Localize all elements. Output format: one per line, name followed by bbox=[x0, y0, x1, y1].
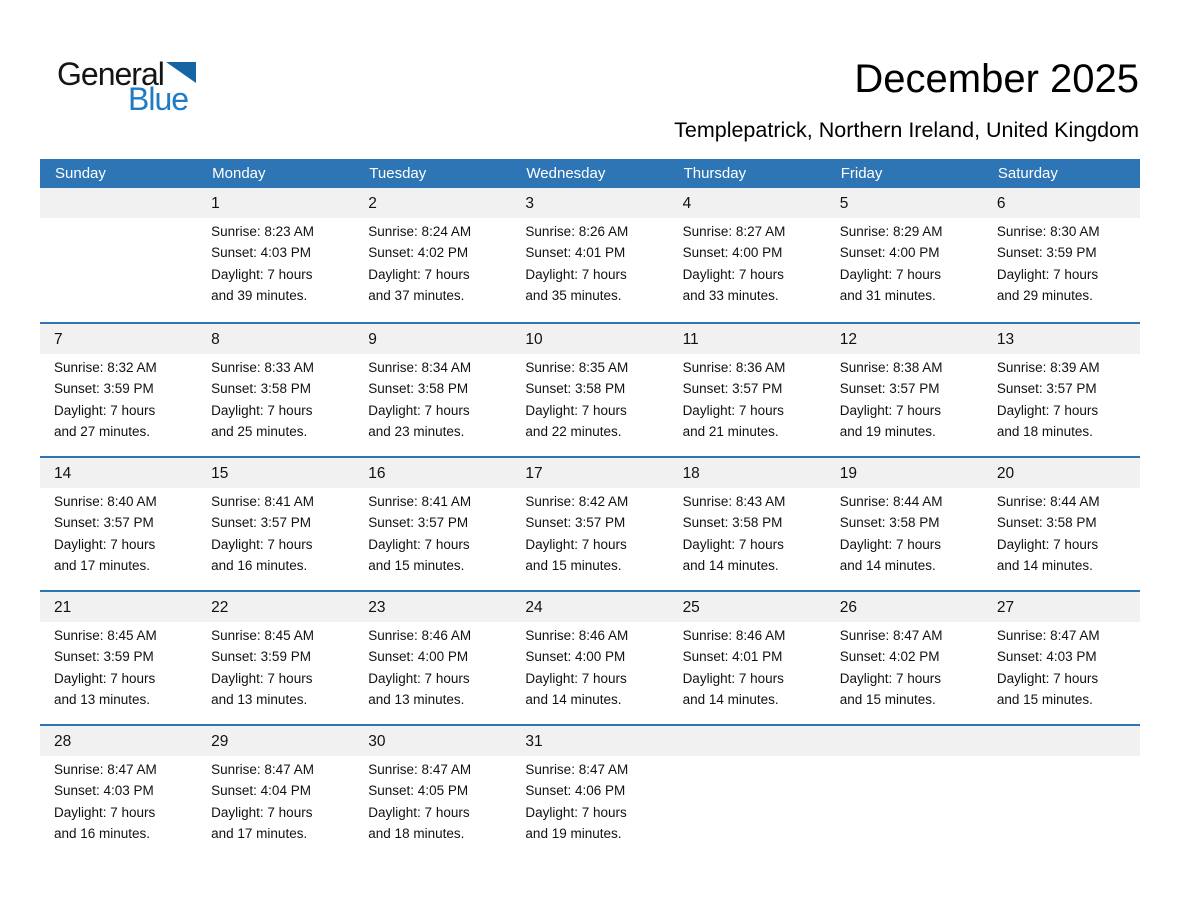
daylight-text-line1: Daylight: 7 hours bbox=[996, 536, 1099, 552]
daylight-text-line2: and 17 minutes. bbox=[211, 826, 308, 842]
sunset-text: Sunset: 4:03 PM bbox=[996, 649, 1097, 665]
day-cell-2 bbox=[354, 188, 511, 322]
week-grid bbox=[40, 324, 1140, 456]
daylight-text-line2: and 15 minutes. bbox=[525, 558, 622, 574]
sunrise-text: Sunrise: 8:47 AM bbox=[996, 628, 1100, 643]
sunrise-text: Sunrise: 8:34 AM bbox=[368, 360, 472, 375]
sunset-text: Sunset: 3:59 PM bbox=[996, 245, 1097, 261]
sunrise-text: Sunrise: 8:33 AM bbox=[211, 360, 314, 375]
day-cell-9 bbox=[354, 324, 511, 456]
day-cell-8 bbox=[197, 324, 354, 456]
day-number: 30 bbox=[368, 733, 386, 750]
day-cell-31 bbox=[511, 726, 668, 858]
week-row bbox=[40, 590, 1140, 724]
daylight-text-line1: Daylight: 7 hours bbox=[682, 536, 784, 552]
daylight-text-line1: Daylight: 7 hours bbox=[54, 402, 156, 418]
daylight-text-line1: Daylight: 7 hours bbox=[368, 804, 470, 820]
weekday-header-saturday: Saturday bbox=[997, 165, 1058, 182]
daylight-text-line2: and 27 minutes. bbox=[54, 424, 151, 440]
sunrise-text: Sunrise: 8:44 AM bbox=[996, 494, 1100, 509]
daylight-text-line2: and 14 minutes. bbox=[682, 692, 779, 708]
sunrise-text: Sunrise: 8:47 AM bbox=[211, 762, 314, 777]
day-cell-1 bbox=[197, 188, 354, 322]
sunset-text: Sunset: 4:01 PM bbox=[682, 649, 783, 665]
weeks-container bbox=[40, 188, 1140, 858]
sunrise-text: Sunrise: 8:44 AM bbox=[839, 494, 943, 509]
sunset-text: Sunset: 3:58 PM bbox=[525, 381, 626, 397]
daylight-text-line1: Daylight: 7 hours bbox=[525, 536, 627, 552]
daylight-text-line2: and 22 minutes. bbox=[525, 424, 622, 440]
daylight-text-line1: Daylight: 7 hours bbox=[54, 804, 156, 820]
day-number: 14 bbox=[54, 465, 72, 482]
weekday-header-wednesday: Wednesday bbox=[526, 165, 606, 182]
sunset-text: Sunset: 3:57 PM bbox=[525, 515, 626, 531]
sunset-text: Sunset: 3:57 PM bbox=[839, 381, 940, 397]
day-number: 15 bbox=[211, 465, 229, 482]
sunrise-text: Sunrise: 8:32 AM bbox=[54, 360, 157, 375]
sunset-text: Sunset: 3:59 PM bbox=[211, 649, 311, 665]
daylight-text-line2: and 13 minutes. bbox=[368, 692, 465, 708]
sunrise-text: Sunrise: 8:47 AM bbox=[54, 762, 157, 777]
day-cell-29 bbox=[197, 726, 354, 858]
day-cell-empty bbox=[826, 726, 983, 858]
day-number: 9 bbox=[368, 331, 377, 348]
sunset-text: Sunset: 3:57 PM bbox=[682, 381, 783, 397]
sunset-text: Sunset: 3:57 PM bbox=[211, 515, 311, 531]
day-cell-21 bbox=[40, 592, 197, 724]
day-cell-24 bbox=[511, 592, 668, 724]
day-number: 23 bbox=[368, 599, 386, 616]
day-cell-19 bbox=[826, 458, 983, 590]
weekday-header-friday: Friday bbox=[840, 165, 883, 182]
day-cell-5 bbox=[826, 188, 983, 322]
day-number: 28 bbox=[54, 733, 72, 750]
weekday-header-sunday: Sunday bbox=[55, 165, 106, 182]
day-number: 2 bbox=[368, 195, 377, 212]
daylight-text-line2: and 21 minutes. bbox=[682, 424, 779, 440]
daylight-text-line2: and 14 minutes. bbox=[839, 558, 936, 574]
day-number: 20 bbox=[996, 465, 1015, 482]
sunset-text: Sunset: 3:57 PM bbox=[996, 381, 1097, 397]
daylight-text-line1: Daylight: 7 hours bbox=[996, 402, 1099, 418]
day-number: 27 bbox=[996, 599, 1015, 616]
sunrise-text: Sunrise: 8:36 AM bbox=[682, 360, 786, 375]
week-grid bbox=[40, 458, 1140, 590]
day-cell-13 bbox=[983, 324, 1140, 456]
daylight-text-line1: Daylight: 7 hours bbox=[996, 266, 1099, 282]
daylight-text-line2: and 18 minutes. bbox=[996, 424, 1093, 440]
daylight-text-line2: and 29 minutes. bbox=[996, 288, 1093, 304]
sunset-text: Sunset: 4:00 PM bbox=[839, 245, 940, 261]
sunset-text: Sunset: 4:00 PM bbox=[368, 649, 469, 665]
daylight-text-line1: Daylight: 7 hours bbox=[996, 670, 1099, 686]
sunset-text: Sunset: 3:58 PM bbox=[368, 381, 469, 397]
weekday-header-tuesday: Tuesday bbox=[369, 165, 427, 182]
daylight-text-line1: Daylight: 7 hours bbox=[211, 266, 313, 282]
day-cell-22 bbox=[197, 592, 354, 724]
weekday-header-monday: Monday bbox=[212, 165, 266, 182]
sunset-text: Sunset: 3:58 PM bbox=[682, 515, 783, 531]
week-row bbox=[40, 724, 1140, 858]
daylight-text-line1: Daylight: 7 hours bbox=[368, 266, 470, 282]
sunrise-text: Sunrise: 8:45 AM bbox=[54, 628, 157, 643]
logo-text-general: General bbox=[57, 56, 164, 92]
sunset-text: Sunset: 4:01 PM bbox=[525, 245, 626, 261]
daylight-text-line1: Daylight: 7 hours bbox=[368, 536, 470, 552]
day-cell-6 bbox=[983, 188, 1140, 322]
sunrise-text: Sunrise: 8:39 AM bbox=[996, 360, 1100, 375]
day-cell-12 bbox=[826, 324, 983, 456]
daylight-text-line2: and 19 minutes. bbox=[839, 424, 936, 440]
sunrise-text: Sunrise: 8:24 AM bbox=[368, 224, 472, 239]
sunrise-text: Sunrise: 8:26 AM bbox=[525, 224, 629, 239]
day-cell-empty bbox=[40, 188, 197, 322]
day-cell-empty bbox=[983, 726, 1140, 858]
day-cell-23 bbox=[354, 592, 511, 724]
daylight-text-line1: Daylight: 7 hours bbox=[211, 402, 313, 418]
day-cell-26 bbox=[826, 592, 983, 724]
day-number: 26 bbox=[839, 599, 857, 616]
sunset-text: Sunset: 4:00 PM bbox=[682, 245, 783, 261]
day-number: 3 bbox=[525, 195, 535, 212]
daylight-text-line2: and 14 minutes. bbox=[525, 692, 622, 708]
daylight-text-line1: Daylight: 7 hours bbox=[211, 536, 313, 552]
daylight-text-line2: and 14 minutes. bbox=[682, 558, 779, 574]
daylight-text-line1: Daylight: 7 hours bbox=[839, 266, 942, 282]
day-number: 10 bbox=[525, 331, 543, 348]
sunrise-text: Sunrise: 8:38 AM bbox=[839, 360, 943, 375]
sunset-text: Sunset: 4:03 PM bbox=[211, 245, 311, 261]
general-blue-logo bbox=[57, 58, 196, 115]
sunset-text: Sunset: 3:59 PM bbox=[54, 381, 154, 397]
daylight-text-line2: and 31 minutes. bbox=[839, 288, 936, 304]
day-number: 31 bbox=[525, 733, 543, 750]
daylight-text-line1: Daylight: 7 hours bbox=[54, 536, 156, 552]
day-number: 22 bbox=[211, 599, 229, 616]
week-row bbox=[40, 188, 1140, 322]
sunrise-text: Sunrise: 8:29 AM bbox=[839, 224, 943, 239]
calendar-table bbox=[40, 159, 1140, 858]
daylight-text-line2: and 15 minutes. bbox=[839, 692, 936, 708]
daylight-text-line2: and 25 minutes. bbox=[211, 424, 308, 440]
sunrise-text: Sunrise: 8:23 AM bbox=[211, 224, 314, 239]
day-number: 1 bbox=[211, 195, 220, 212]
day-cell-4 bbox=[669, 188, 826, 322]
day-number: 24 bbox=[525, 599, 543, 616]
day-number: 5 bbox=[839, 195, 849, 212]
sunset-text: Sunset: 3:58 PM bbox=[839, 515, 940, 531]
sunrise-text: Sunrise: 8:47 AM bbox=[525, 762, 629, 777]
day-number: 29 bbox=[211, 733, 229, 750]
sunset-text: Sunset: 4:06 PM bbox=[525, 783, 626, 799]
sunrise-text: Sunrise: 8:42 AM bbox=[525, 494, 629, 509]
day-number: 16 bbox=[368, 465, 386, 482]
daylight-text-line1: Daylight: 7 hours bbox=[839, 670, 942, 686]
daylight-text-line1: Daylight: 7 hours bbox=[211, 670, 313, 686]
day-number: 4 bbox=[682, 195, 692, 212]
sunset-text: Sunset: 3:57 PM bbox=[368, 515, 469, 531]
daylight-text-line2: and 16 minutes. bbox=[211, 558, 308, 574]
daylight-text-line2: and 18 minutes. bbox=[368, 826, 465, 842]
daylight-text-line1: Daylight: 7 hours bbox=[525, 402, 627, 418]
sunset-text: Sunset: 4:02 PM bbox=[839, 649, 940, 665]
logo-text-blue: Blue bbox=[128, 81, 189, 117]
day-cell-17 bbox=[511, 458, 668, 590]
daylight-text-line2: and 37 minutes. bbox=[368, 288, 465, 304]
daylight-text-line2: and 39 minutes. bbox=[211, 288, 308, 304]
sunset-text: Sunset: 4:00 PM bbox=[525, 649, 626, 665]
daylight-text-line1: Daylight: 7 hours bbox=[368, 402, 470, 418]
day-cell-16 bbox=[354, 458, 511, 590]
day-number: 25 bbox=[682, 599, 700, 616]
sunset-text: Sunset: 3:57 PM bbox=[54, 515, 154, 531]
sunrise-text: Sunrise: 8:46 AM bbox=[525, 628, 629, 643]
week-row bbox=[40, 322, 1140, 456]
daylight-text-line1: Daylight: 7 hours bbox=[682, 266, 784, 282]
day-number: 6 bbox=[996, 195, 1006, 212]
sunrise-text: Sunrise: 8:46 AM bbox=[682, 628, 786, 643]
daylight-text-line1: Daylight: 7 hours bbox=[525, 804, 627, 820]
daylight-text-line2: and 16 minutes. bbox=[54, 826, 151, 842]
weekday-header-thursday: Thursday bbox=[683, 165, 747, 182]
daylight-text-line1: Daylight: 7 hours bbox=[682, 670, 784, 686]
week-grid bbox=[40, 592, 1140, 724]
day-cell-10 bbox=[511, 324, 668, 456]
daylight-text-line2: and 35 minutes. bbox=[525, 288, 622, 304]
day-cell-7 bbox=[40, 324, 197, 456]
daylight-text-line1: Daylight: 7 hours bbox=[839, 536, 942, 552]
daylight-text-line2: and 17 minutes. bbox=[54, 558, 151, 574]
sunrise-text: Sunrise: 8:35 AM bbox=[525, 360, 629, 375]
weekday-header-row bbox=[40, 159, 1140, 188]
day-number: 21 bbox=[54, 599, 72, 616]
daylight-text-line2: and 13 minutes. bbox=[54, 692, 151, 708]
daylight-text-line2: and 15 minutes. bbox=[368, 558, 465, 574]
daylight-text-line2: and 23 minutes. bbox=[368, 424, 465, 440]
day-number: 13 bbox=[996, 331, 1015, 348]
daylight-text-line1: Daylight: 7 hours bbox=[368, 670, 470, 686]
day-cell-27 bbox=[983, 592, 1140, 724]
day-cell-11 bbox=[669, 324, 826, 456]
sunset-text: Sunset: 3:58 PM bbox=[211, 381, 311, 397]
sunrise-text: Sunrise: 8:27 AM bbox=[682, 224, 786, 239]
day-cell-14 bbox=[40, 458, 197, 590]
daylight-text-line1: Daylight: 7 hours bbox=[54, 670, 156, 686]
daylight-text-line2: and 33 minutes. bbox=[682, 288, 779, 304]
sunrise-text: Sunrise: 8:41 AM bbox=[211, 494, 314, 509]
day-number: 7 bbox=[54, 331, 63, 348]
daylight-text-line1: Daylight: 7 hours bbox=[211, 804, 313, 820]
location-subtitle: Templepatrick, Northern Ireland, United Kingdom bbox=[674, 118, 1139, 142]
day-cell-18 bbox=[669, 458, 826, 590]
daylight-text-line1: Daylight: 7 hours bbox=[525, 266, 627, 282]
day-cell-30 bbox=[354, 726, 511, 858]
day-cell-empty bbox=[669, 726, 826, 858]
page-title: December 2025 bbox=[854, 57, 1139, 101]
day-number: 17 bbox=[525, 465, 543, 482]
day-cell-20 bbox=[983, 458, 1140, 590]
day-number: 8 bbox=[211, 331, 220, 348]
sunset-text: Sunset: 4:04 PM bbox=[211, 783, 311, 799]
sunrise-text: Sunrise: 8:43 AM bbox=[682, 494, 786, 509]
week-row bbox=[40, 456, 1140, 590]
day-number: 11 bbox=[682, 331, 699, 348]
sunset-text: Sunset: 4:03 PM bbox=[54, 783, 154, 799]
day-cell-28 bbox=[40, 726, 197, 858]
daylight-text-line2: and 15 minutes. bbox=[996, 692, 1093, 708]
daylight-text-line2: and 14 minutes. bbox=[996, 558, 1093, 574]
day-cell-25 bbox=[669, 592, 826, 724]
day-cell-3 bbox=[511, 188, 668, 322]
day-number: 19 bbox=[839, 465, 857, 482]
daylight-text-line1: Daylight: 7 hours bbox=[839, 402, 942, 418]
day-number: 12 bbox=[839, 331, 857, 348]
daylight-text-line2: and 19 minutes. bbox=[525, 826, 622, 842]
sunset-text: Sunset: 4:02 PM bbox=[368, 245, 469, 261]
sunrise-text: Sunrise: 8:47 AM bbox=[368, 762, 472, 777]
day-number: 18 bbox=[682, 465, 700, 482]
sunrise-text: Sunrise: 8:41 AM bbox=[368, 494, 472, 509]
week-grid bbox=[40, 188, 1140, 322]
sunrise-text: Sunrise: 8:47 AM bbox=[839, 628, 943, 643]
sunrise-text: Sunrise: 8:40 AM bbox=[54, 494, 157, 509]
week-grid bbox=[40, 726, 1140, 858]
sunset-text: Sunset: 3:58 PM bbox=[996, 515, 1097, 531]
daylight-text-line2: and 13 minutes. bbox=[211, 692, 308, 708]
sunrise-text: Sunrise: 8:46 AM bbox=[368, 628, 472, 643]
sunrise-text: Sunrise: 8:45 AM bbox=[211, 628, 314, 643]
daylight-text-line1: Daylight: 7 hours bbox=[682, 402, 784, 418]
daylight-text-line1: Daylight: 7 hours bbox=[525, 670, 627, 686]
sunrise-text: Sunrise: 8:30 AM bbox=[996, 224, 1100, 239]
sunset-text: Sunset: 3:59 PM bbox=[54, 649, 154, 665]
sunset-text: Sunset: 4:05 PM bbox=[368, 783, 469, 799]
day-cell-15 bbox=[197, 458, 354, 590]
